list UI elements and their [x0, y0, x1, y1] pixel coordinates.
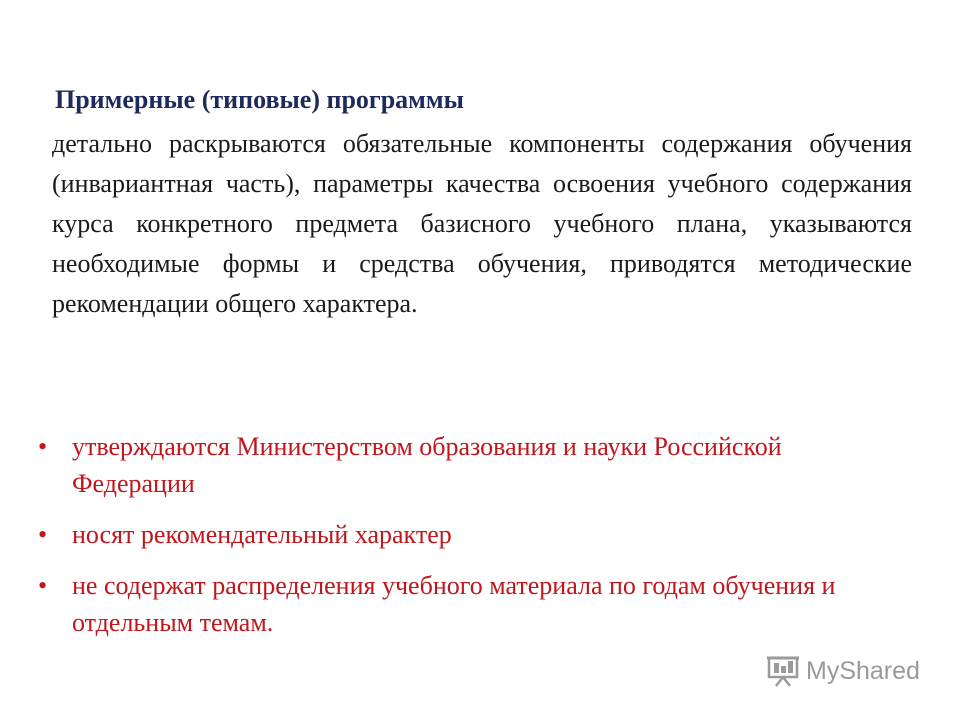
bullet-item — [30, 516, 910, 553]
bullet-text: носят рекомендательный характер — [72, 520, 452, 549]
bullet-text: не содержат распределения учебного материала по годам обучения и отдельным темам. — [72, 571, 836, 637]
bullet-marker: • — [38, 571, 48, 600]
bullet-item — [30, 428, 910, 502]
bullet-list — [30, 428, 910, 655]
slide-title: Примерные (типовые) программы — [55, 85, 464, 114]
bullet-marker: • — [38, 432, 48, 461]
slide-description: детально раскрываются обязательные компоненты содержания обучения (инвариантная часть), параметры качества освоения учебного содержания курса конкретного предмета базисного учебного плана, указываются необходимые формы и средства обучения, приводятся методические рекомендации общего характера. — [52, 129, 912, 318]
bullet-text: утверждаются Министерством образования и науки Российской Федерации — [72, 432, 782, 498]
bullet-marker: • — [38, 520, 48, 549]
watermark — [766, 655, 920, 687]
bullet-item — [30, 567, 910, 641]
watermark-text: MyShared — [806, 656, 920, 685]
presentation-board-icon — [766, 655, 800, 687]
